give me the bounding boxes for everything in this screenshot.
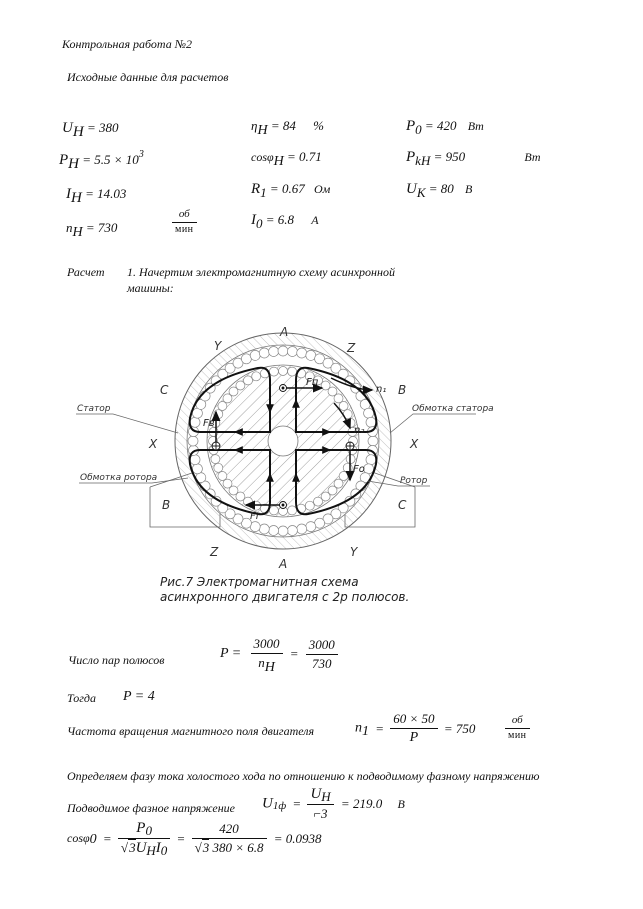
phase-label-right-upper: B bbox=[398, 383, 407, 397]
unit-denominator: мин bbox=[175, 224, 194, 235]
cos-phi0-formula: cosφ0 = $\frac{P0}{\text{√3UHI0}}$ = $\frac{420}{√3 380 \times 6.8}$ = 0.0938 bbox=[67, 820, 322, 858]
rotor-slot bbox=[269, 506, 278, 515]
symbol: I bbox=[66, 186, 71, 202]
rotor-slot bbox=[218, 402, 227, 411]
stator-slot bbox=[259, 524, 269, 534]
rotor-slot bbox=[236, 381, 245, 390]
rotor-slot bbox=[279, 367, 288, 376]
phase-voltage-label: Подводимое фазное напряжение bbox=[67, 801, 235, 815]
phase-label-top-left: Y bbox=[214, 339, 222, 353]
unit: В bbox=[465, 182, 473, 196]
rotor-slot bbox=[211, 455, 220, 464]
force-label-top: Fп bbox=[306, 377, 319, 388]
callout-rotor-winding: Обмотка ротора bbox=[80, 473, 158, 483]
symbol: n bbox=[66, 220, 73, 235]
rotor-slot bbox=[214, 463, 223, 472]
figure-caption-line1: Рис.7 Электромагнитная схема bbox=[160, 575, 359, 589]
calc-label: Расчет bbox=[67, 265, 105, 279]
rotor-slot bbox=[244, 376, 253, 385]
subscript: H bbox=[72, 124, 84, 140]
denominator-rest: 380 × 6.8 bbox=[212, 840, 264, 855]
field-speed-formula bbox=[355, 711, 475, 746]
phase-label-left-upper: C bbox=[160, 383, 169, 397]
then-label: Тогда bbox=[67, 691, 96, 705]
force-label-bottom: Fг bbox=[250, 511, 262, 522]
subscript: 1 bbox=[362, 724, 369, 740]
stator-slot bbox=[278, 526, 288, 536]
stator-slot bbox=[297, 348, 307, 358]
value: = 950 bbox=[433, 149, 466, 164]
lhs: P = bbox=[220, 646, 242, 661]
stator-slot bbox=[190, 455, 200, 465]
sqrt-arg: 3 bbox=[129, 840, 136, 855]
denominator-symbol: n bbox=[258, 655, 265, 670]
callout-stator: Статор bbox=[77, 404, 111, 414]
rotor-slot bbox=[288, 367, 297, 376]
equals: = bbox=[292, 796, 302, 811]
stator-slot bbox=[287, 347, 297, 357]
phase-label-bottom: A bbox=[279, 557, 288, 571]
force-label-right: Fо bbox=[353, 464, 365, 475]
stator-slot bbox=[259, 348, 269, 358]
phase-label-bottom-left: Z bbox=[210, 545, 219, 559]
given-eta-nom bbox=[251, 118, 324, 138]
denominator: 730 bbox=[312, 655, 332, 671]
numerator: 420 bbox=[192, 821, 267, 839]
field-speed-label: Частота вращения магнитного поля двигателя bbox=[67, 724, 315, 738]
rotor-slot bbox=[214, 410, 223, 419]
value: = 0.67 bbox=[269, 181, 305, 196]
symbol: n bbox=[355, 720, 362, 736]
symbol: cosφ bbox=[251, 150, 274, 164]
unit: В bbox=[397, 796, 405, 811]
motor-diagram bbox=[0, 300, 643, 620]
value: = 80 bbox=[428, 181, 454, 196]
subscript: kH bbox=[415, 153, 431, 168]
pole-pairs-label: Число пар полюсов bbox=[68, 653, 165, 667]
rotor-slot bbox=[314, 497, 323, 506]
symbol: U bbox=[62, 120, 73, 136]
denominator: P bbox=[409, 730, 419, 745]
equals: = bbox=[289, 646, 299, 661]
symbol: P bbox=[406, 149, 416, 165]
n-nom-unit bbox=[172, 208, 197, 235]
symbol: I bbox=[251, 212, 256, 228]
subscript: 1ф bbox=[272, 799, 287, 812]
numerator-symbol: P bbox=[136, 820, 146, 836]
rotor-slot bbox=[305, 501, 314, 510]
phase-label-bottom-right: Y bbox=[350, 545, 358, 559]
denominator-u: U bbox=[135, 840, 147, 856]
unit: Вт bbox=[467, 119, 484, 133]
unit-numerator: об bbox=[505, 714, 530, 729]
given-i0 bbox=[251, 212, 319, 229]
rotor-slot bbox=[252, 372, 261, 381]
unit: Вт bbox=[524, 150, 541, 164]
denominator: 3 bbox=[320, 806, 328, 821]
phase-label-left-lower: B bbox=[162, 498, 171, 512]
speed-label-n2: n₂ bbox=[354, 425, 365, 436]
rotor-slot bbox=[218, 472, 227, 481]
phase-voltage-formula: U1ф = $\frac{UH}{⌐3}$ = 219.0 В bbox=[262, 786, 405, 821]
exponent: 3 bbox=[138, 149, 144, 160]
subscript: 0 bbox=[89, 832, 97, 848]
denominator-u-subscript: H bbox=[146, 843, 156, 858]
stator-slot bbox=[250, 350, 260, 360]
stator-slot bbox=[306, 522, 316, 532]
result: = 0.0938 bbox=[273, 830, 322, 846]
value: = 730 bbox=[85, 220, 118, 235]
stator-slot bbox=[278, 346, 288, 356]
phase-note: Определяем фазу тока холостого хода по отношению к подводимому фазному напряжению bbox=[67, 769, 540, 783]
stator-slot bbox=[192, 464, 202, 474]
phase-label-left-mid: X bbox=[149, 437, 158, 451]
unit-numerator: об bbox=[172, 208, 197, 223]
unit: Ом bbox=[313, 182, 331, 196]
subscript: H bbox=[273, 154, 284, 169]
rotor-slot bbox=[321, 492, 330, 501]
stator-slot bbox=[366, 417, 376, 427]
subscript: 0 bbox=[415, 122, 422, 137]
given-cos-phi-nom bbox=[251, 149, 322, 169]
rotor-slot bbox=[334, 394, 343, 403]
numerator: 3000 bbox=[251, 636, 283, 654]
stator-slot bbox=[287, 526, 297, 536]
unit: % bbox=[313, 118, 324, 133]
step1-line1: 1. Начертим электромагнитную схему асинхронной bbox=[127, 265, 395, 279]
subscript: H bbox=[257, 123, 268, 138]
rotor-slot bbox=[223, 479, 232, 488]
rotor-slot bbox=[339, 472, 348, 481]
phase-label-right-lower: C bbox=[398, 498, 407, 512]
numerator-symbol: U bbox=[310, 786, 322, 802]
symbol: η bbox=[251, 118, 258, 133]
denominator-i-subscript: 0 bbox=[160, 843, 168, 858]
unit-denominator: мин bbox=[508, 730, 527, 741]
speed-label-n1: n₁ bbox=[376, 384, 387, 395]
rotor-slot bbox=[269, 367, 278, 376]
force-label-left: Fв bbox=[203, 418, 215, 429]
input-data-heading: Исходные данные для расчетов bbox=[67, 70, 229, 84]
denominator-subscript: H bbox=[264, 660, 275, 675]
subscript: 1 bbox=[260, 185, 267, 200]
subscript: H bbox=[68, 156, 80, 172]
subscript: 0 bbox=[256, 216, 263, 231]
document-title: Контрольная работа №2 bbox=[62, 37, 193, 51]
numerator-subscript: H bbox=[321, 789, 331, 804]
stator-slot bbox=[269, 347, 279, 357]
stator-slot bbox=[269, 526, 279, 536]
unit: А bbox=[311, 213, 319, 227]
rotor-slot bbox=[288, 506, 297, 515]
given-p0 bbox=[406, 118, 484, 135]
given-uk bbox=[406, 181, 472, 198]
symbol: R bbox=[251, 181, 261, 197]
value: = 420 bbox=[424, 118, 457, 133]
stator-slot bbox=[368, 436, 378, 446]
symbol: P bbox=[59, 152, 69, 168]
stator-slot bbox=[366, 455, 376, 465]
result: = 750 bbox=[443, 720, 476, 736]
given-n-nom bbox=[66, 220, 118, 240]
stator-slot bbox=[188, 436, 198, 446]
subscript: K bbox=[416, 185, 426, 200]
symbol: U bbox=[406, 181, 417, 197]
then-expr: P = 4 bbox=[123, 689, 155, 704]
phase-label-right-mid: X bbox=[410, 437, 419, 451]
equals: = bbox=[176, 830, 186, 846]
result: = 219.0 bbox=[340, 796, 383, 811]
equals: = bbox=[102, 830, 112, 846]
numerator-subscript: 0 bbox=[145, 823, 152, 838]
phase-label-top-right: Z bbox=[347, 341, 356, 355]
value: = 5.5 × 10 bbox=[82, 152, 139, 167]
subscript: H bbox=[72, 225, 83, 240]
stator-slot bbox=[297, 524, 307, 534]
symbol: P bbox=[406, 118, 416, 134]
value: = 6.8 bbox=[265, 212, 295, 227]
shaft bbox=[268, 426, 298, 456]
stator-slot bbox=[190, 417, 200, 427]
denominator-i: I bbox=[155, 840, 161, 856]
callout-stator-winding: Обмотка статора bbox=[412, 404, 494, 414]
given-pk-nom bbox=[406, 149, 541, 166]
subscript: H bbox=[71, 190, 82, 206]
value: = 84 bbox=[270, 118, 296, 133]
value: = 380 bbox=[86, 120, 119, 135]
sqrt-arg: 3 bbox=[202, 840, 210, 855]
given-i-nom bbox=[66, 186, 127, 206]
phase-label-top: A bbox=[280, 325, 289, 339]
figure-caption-line2: асинхронного двигателя с 2р полюсов. bbox=[160, 590, 410, 604]
field-speed-unit bbox=[505, 714, 530, 741]
rotor-slot bbox=[339, 402, 348, 411]
pole-pairs-formula bbox=[220, 636, 338, 675]
given-u-nom bbox=[62, 120, 119, 140]
numerator: 3000 bbox=[306, 637, 338, 655]
callout-rotor: Ротор bbox=[400, 476, 428, 486]
symbol: cosφ bbox=[67, 831, 90, 845]
given-r1 bbox=[251, 181, 330, 198]
equals: = bbox=[375, 720, 385, 736]
step1-line2: машины: bbox=[127, 281, 174, 295]
stator-slot bbox=[364, 408, 374, 418]
value: = 0.71 bbox=[287, 149, 322, 164]
rotor-slot bbox=[343, 463, 352, 472]
symbol: U bbox=[262, 795, 273, 812]
value: = 14.03 bbox=[85, 186, 127, 201]
numerator: 60 × 50 bbox=[390, 711, 437, 729]
given-p-nom bbox=[59, 149, 144, 172]
